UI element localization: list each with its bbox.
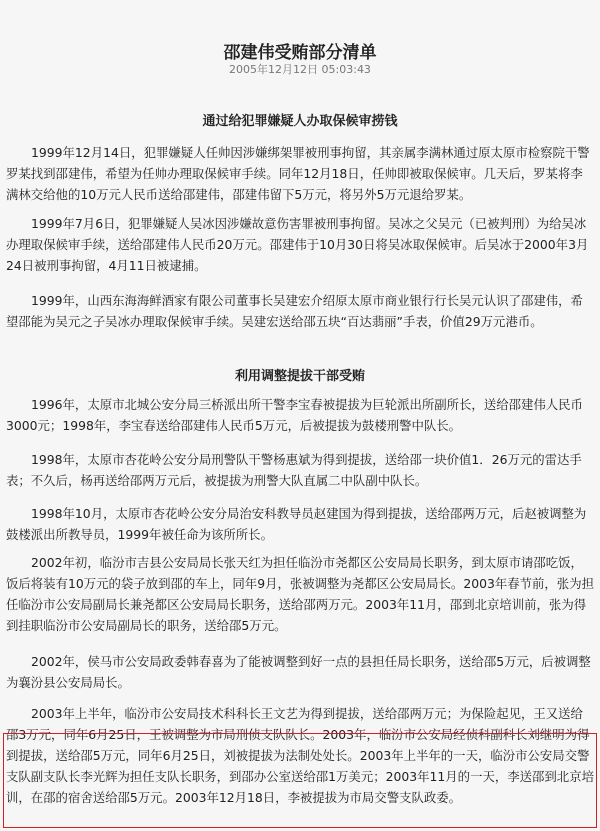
paragraph: 1998年，太原市杏花岭公安分局刑警队干警杨惠斌为得到提拔，送给邵一块价值1．26万元的雷达手表；不久后，杨再送给邵两万元后，被提拔为刑警大队直属二中队副中队长。	[6, 452, 582, 488]
publish-date: 2005年12月12日 05:03:43	[229, 63, 371, 76]
paragraph: 1999年7月6日，犯罪嫌疑人吴冰因涉嫌故意伤害罪被刑事拘留。吴冰之父吴元（已被判刑）为给吴冰办理取保候审手续，送给邵建伟人民币20万元。邵建伟于10月30日将吴冰取保候审。后吴冰于2000年3月24日被刑事拘留，4月11日被逮捕。	[6, 216, 589, 273]
section-heading-promotion: 利用调整提拔干部受贿	[234, 369, 365, 384]
page-title: 邵建伟受贿部分清单	[223, 43, 377, 63]
paragraph: 1999年12月14日，犯罪嫌疑人任帅因涉嫌绑架罪被刑事拘留，其亲属李满林通过原太原市检察院干警罗某找到邵建伟，希望为任帅办理取保候审手续。同年12月18日，任帅即被取保候审。几天后，罗某将李满林交给他的10万元人民币送给邵建伟，邵建伟留下5万元，将另外5万元退给罗某。	[6, 145, 590, 202]
paragraph: 2002年初，临汾市吉县公安局局长张天红为担任临汾市尧都区公安局局长职务，到太原市请邵吃饭，饭后将装有10万元的袋子放到邵的车上，同年9月，张被调整为尧都区公安局局长。2003年春节前，张为担任临汾市公安局副局长兼尧都区公安局局长职务，送给邵两万元。2003年11月，邵到北京培训前，张为得到挂职临汾市公安局副局长的职务，送给邵5万元。	[6, 555, 594, 633]
paragraph: 2002年，侯马市公安局政委韩春喜为了能被调整到好一点的县担任局长职务，送给邵5万元，后被调整为襄汾县公安局局长。	[6, 654, 591, 690]
paragraph: 1998年10月，太原市杏花岭公安分局治安科教导员赵建国为得到提拔，送给邵两万元，后赵被调整为鼓楼派出所教导员，1999年被任命为该所所长。	[6, 506, 587, 542]
section-heading-bail: 通过给犯罪嫌疑人办取保候审捞钱	[202, 114, 398, 129]
paragraph: 1996年，太原市北城公安分局三桥派出所干警李宝春被提拔为巨轮派出所副所长，送给邵建伟人民币3000元；1998年，李宝春送给邵建伟人民币5万元，后被提拔为鼓楼刑警中队长。	[6, 397, 583, 433]
paragraph: 1999年，山西东海海鲜酒家有限公司董事长吴建宏介绍原太原市商业银行行长吴元认识了邵建伟，希望邵能为吴元之子吴冰办理取保候审手续。吴建宏送给邵五块“百达翡丽”手表，价值29万元港币。	[6, 293, 583, 329]
paragraph: 2003年上半年，临汾市公安局技术科科长王文艺为得到提拔，送给邵两万元；为保险起见，王又送给邵3万元，同年6月25日，王被调整为市局刑侦支队队长。2003年，临汾市公安局经侦科副科长刘继明为得到提拔，送给邵5万元，同年6月25日，刘被提拔为法制处处长。2003年上半年的一天，临汾市公安局交警支队副支队长李光辉为担任支队长职务，到邵办公室送给邵1万美元；2003年11月的一天，李送邵到北京培训，在邵的宿舍送给邵5万元。2003年12月18日，李被提拔为市局交警支队政委。	[6, 706, 594, 805]
